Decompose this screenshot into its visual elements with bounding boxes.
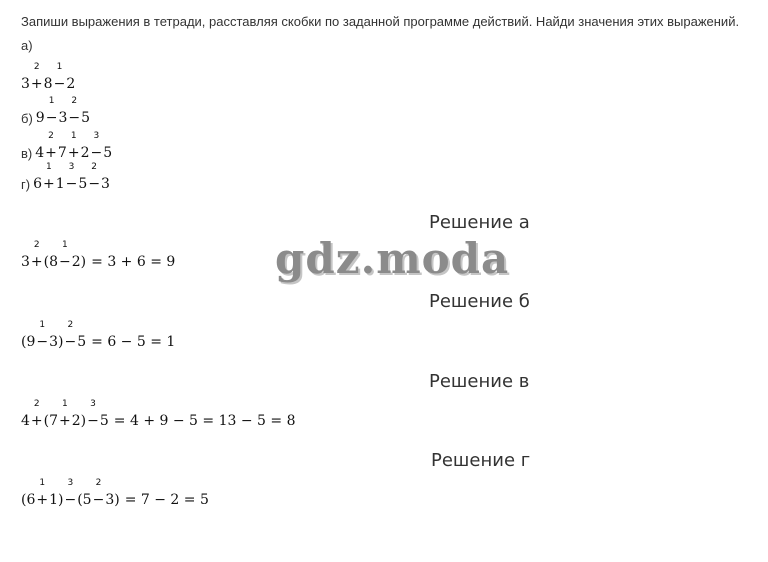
operand: 3 <box>101 176 110 192</box>
operand: 3) <box>105 492 120 508</box>
operator <box>87 399 99 429</box>
solution-b-expression <box>21 320 176 350</box>
operand: (6 <box>21 492 36 508</box>
operation-order: 1 <box>45 162 52 172</box>
operator-symbol: − <box>65 176 78 192</box>
operator <box>59 240 71 270</box>
exercise-a <box>21 62 76 92</box>
operand: 8 <box>43 76 53 92</box>
operator <box>30 240 43 270</box>
solution-d-expression <box>21 478 209 508</box>
operator-symbol: + <box>36 492 49 508</box>
operator-symbol: − <box>87 413 99 429</box>
solution-b-heading: Решение б <box>429 291 530 312</box>
item-label: в) <box>21 146 33 161</box>
operation-order: 1 <box>62 399 68 409</box>
task-text: Запиши выражения в тетради, расставляя скобки по заданной программе действий. Найди значения этих выражений. <box>21 14 740 29</box>
operand: = 3 + 6 = 9 <box>91 254 176 270</box>
operator <box>68 96 81 126</box>
operand: 2 <box>80 145 90 161</box>
operator-symbol: + <box>43 176 55 192</box>
operation-order: 1 <box>39 320 46 330</box>
exercise-d <box>21 162 110 192</box>
operand: = 4 + 9 − 5 = 13 − 5 = 8 <box>113 413 296 429</box>
operand: 9 <box>35 110 45 126</box>
operator <box>64 320 77 350</box>
operator-symbol: − <box>64 492 77 508</box>
operation-order: 2 <box>48 131 54 141</box>
operand: 2) <box>71 254 87 270</box>
operand: (7 <box>43 413 59 429</box>
operand: 3 <box>21 254 30 270</box>
item-label: г) <box>21 177 31 192</box>
solution-c-expression <box>21 399 296 429</box>
operator <box>36 478 49 508</box>
operand: (9 <box>21 334 36 350</box>
operator <box>67 131 80 161</box>
operator <box>59 399 71 429</box>
operator-symbol: − <box>53 76 66 92</box>
operation-order: 2 <box>33 240 40 250</box>
operand: 5 <box>81 110 91 126</box>
operand: 7 <box>57 145 67 161</box>
operand: (5 <box>77 492 92 508</box>
operand: 1) <box>49 492 64 508</box>
operand: 3 <box>58 110 68 126</box>
operator <box>92 478 105 508</box>
solution-c-heading: Решение в <box>429 371 530 392</box>
operand: = 7 − 2 = 5 <box>124 492 209 508</box>
operator-symbol: − <box>68 110 81 126</box>
operator-symbol: − <box>92 492 105 508</box>
operator <box>45 131 57 161</box>
operation-order: 1 <box>39 478 46 488</box>
solution-d-heading: Решение г <box>431 450 531 471</box>
operator-symbol: + <box>30 413 43 429</box>
operator-symbol: + <box>59 413 71 429</box>
operation-order: 2 <box>33 62 40 72</box>
operator-symbol: + <box>67 145 80 161</box>
operator <box>43 162 55 192</box>
operator-symbol: − <box>45 110 58 126</box>
operand: 5 <box>78 176 88 192</box>
operand: 5 <box>77 334 87 350</box>
operator-symbol: − <box>64 334 77 350</box>
operation-order: 1 <box>62 240 68 250</box>
item-label: б) <box>21 111 33 126</box>
operation-order: 3 <box>90 399 96 409</box>
operand: 6 <box>33 176 42 192</box>
operand: 2) <box>71 413 87 429</box>
operation-order: 1 <box>70 131 77 141</box>
operator <box>30 62 43 92</box>
operator-symbol: − <box>90 145 103 161</box>
operator-symbol: − <box>88 176 101 192</box>
operator-symbol: − <box>36 334 49 350</box>
operand: (8 <box>43 254 59 270</box>
operator <box>53 62 66 92</box>
operation-order: 2 <box>71 96 78 106</box>
operand: 2 <box>66 76 76 92</box>
operator-symbol: − <box>59 254 71 270</box>
operation-order: 2 <box>95 478 102 488</box>
operation-order: 3 <box>93 131 100 141</box>
exercise-b <box>21 96 91 126</box>
operator-symbol: + <box>30 76 43 92</box>
operator <box>36 320 49 350</box>
operand: = 6 − 5 = 1 <box>91 334 176 350</box>
operand: 4 <box>35 145 45 161</box>
operand: 5 <box>99 413 109 429</box>
operator <box>65 162 78 192</box>
operator-symbol: + <box>30 254 43 270</box>
operand: 3 <box>21 76 30 92</box>
operator <box>88 162 101 192</box>
operation-order: 1 <box>56 62 63 72</box>
solution-a-expression <box>21 240 176 270</box>
operator <box>90 131 103 161</box>
operation-order: 3 <box>68 162 75 172</box>
operand: 5 <box>103 145 113 161</box>
operand: 4 <box>21 413 30 429</box>
operation-order: 2 <box>91 162 98 172</box>
solution-a-heading: Решение а <box>429 212 530 233</box>
exercise-c <box>21 131 113 161</box>
operator <box>30 399 43 429</box>
operator-symbol: + <box>45 145 57 161</box>
watermark-logo: gdz.moda <box>275 234 510 283</box>
operation-order: 2 <box>33 399 40 409</box>
operator <box>45 96 58 126</box>
operand: 1 <box>55 176 65 192</box>
operation-order: 2 <box>67 320 74 330</box>
part-label: а) <box>21 38 33 53</box>
operator <box>64 478 77 508</box>
operand: 3) <box>49 334 64 350</box>
operation-order: 3 <box>67 478 74 488</box>
operation-order: 1 <box>48 96 55 106</box>
